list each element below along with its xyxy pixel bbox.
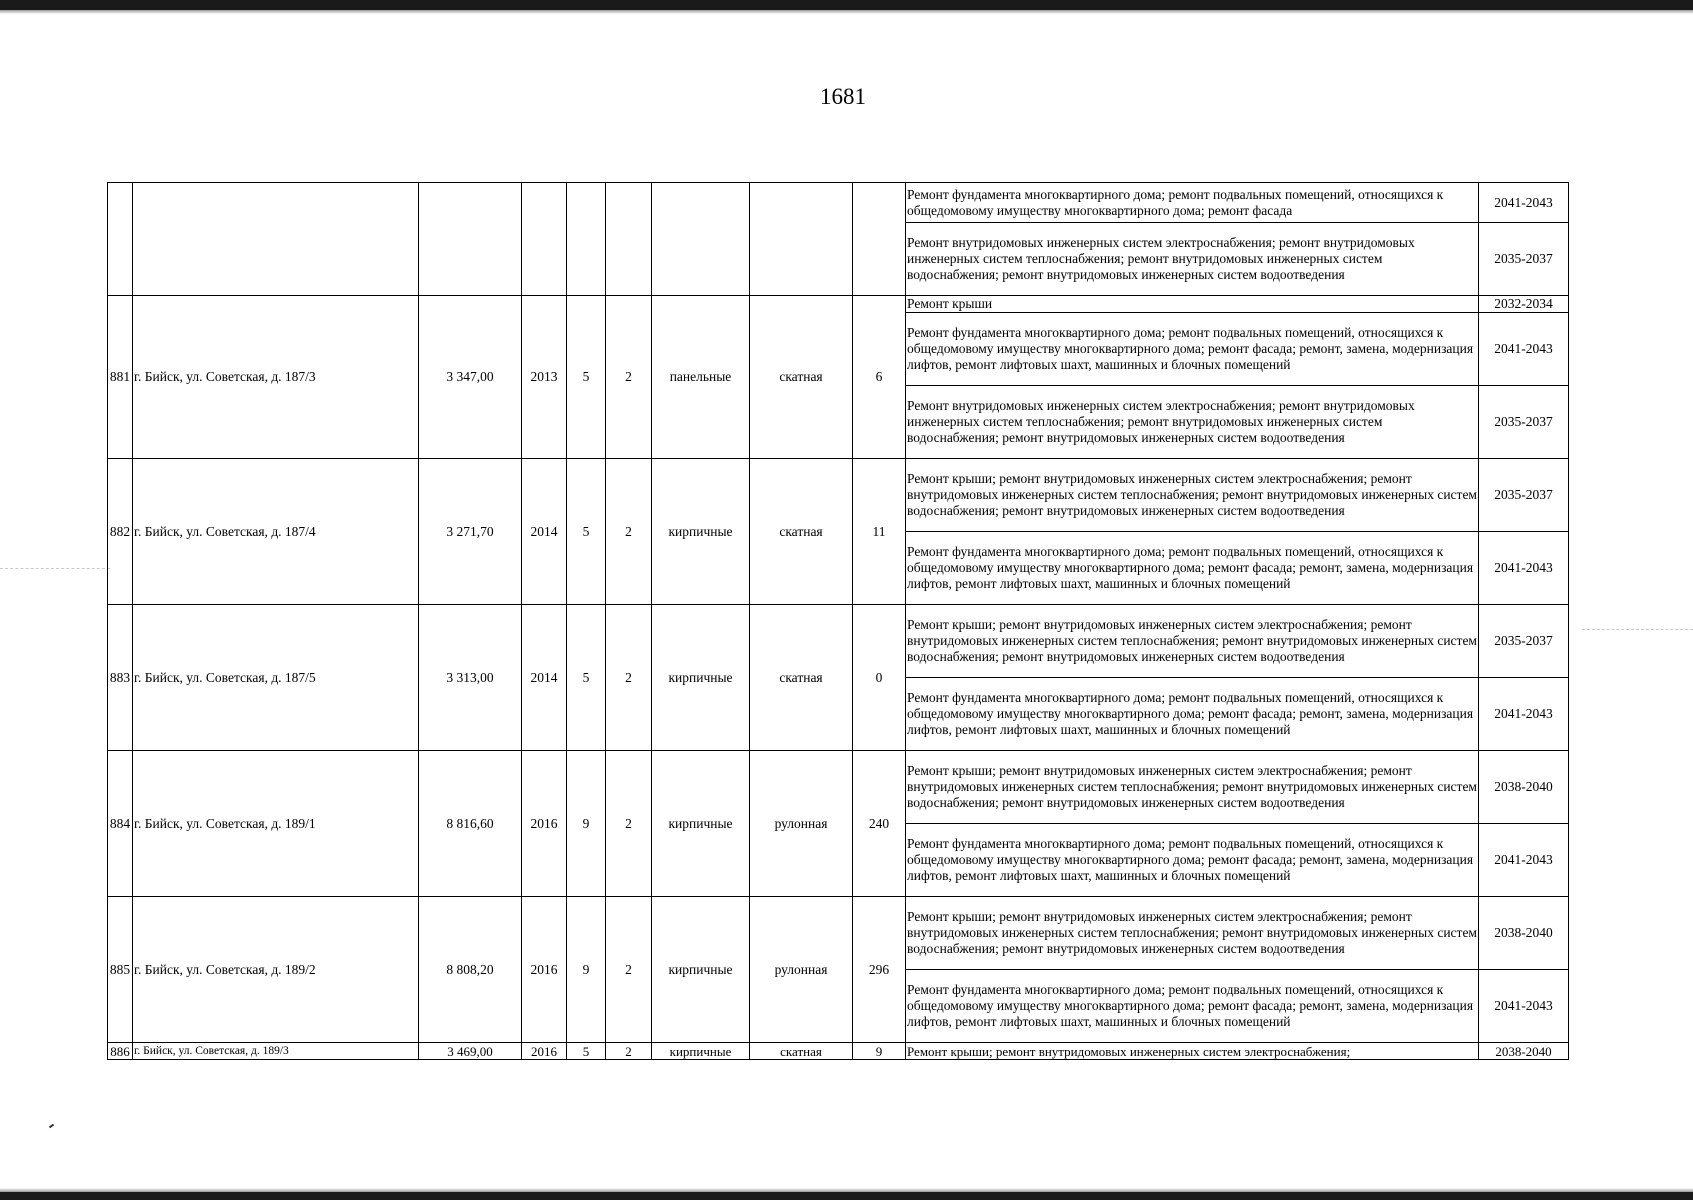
cell-entrances: 2	[606, 459, 652, 605]
cell-year: 2016	[522, 1043, 567, 1060]
cell-entrances: 2	[606, 605, 652, 751]
cell-area: 3 347,00	[419, 296, 522, 459]
cell-work-period: 2041-2043	[1479, 970, 1569, 1043]
cell-house-number: 883	[108, 605, 133, 751]
cell-address: г. Бийск, ул. Советская, д. 189/2	[133, 897, 419, 1043]
cell-year: 2013	[522, 296, 567, 459]
cell-work-period: 2041-2043	[1479, 824, 1569, 897]
scan-border-top	[0, 0, 1693, 10]
cell-wall-material: кирпичные	[652, 1043, 750, 1060]
cell-work-description: Ремонт фундамента многоквартирного дома; ремонт подвальных помещений, относящихся к общедомовому имуществу многоквартирного дома; ремонт фасада; ремонт, замена, модернизация лифтов, ремонт лифтовых шахт, машинных и блочных помещений	[906, 532, 1479, 605]
cell-area: 3 313,00	[419, 605, 522, 751]
cell-house-number: 884	[108, 751, 133, 897]
cell-roof-type: скатная	[750, 296, 853, 459]
cell-work-period: 2035-2037	[1479, 386, 1569, 459]
table-row	[108, 1043, 1569, 1060]
cell-entrances: 2	[606, 751, 652, 897]
cell-wall-material: кирпичные	[652, 751, 750, 897]
cell-work-period: 2035-2037	[1479, 223, 1569, 296]
cell-num-blank	[108, 183, 133, 296]
cell-area: 8 808,20	[419, 897, 522, 1043]
table-row	[108, 183, 1569, 223]
scan-border-bottom	[0, 1192, 1693, 1200]
repair-plan-table	[107, 182, 1569, 1060]
cell-work-description: Ремонт внутридомовых инженерных систем электроснабжения; ремонт внутридомовых инженерных систем теплоснабжения; ремонт внутридомовых инженерных систем водоснабжения; ремонт внутридомовых инженерных систем водоотведения	[906, 386, 1479, 459]
cell-work-period: 2041-2043	[1479, 532, 1569, 605]
cell-work-period: 2038-2040	[1479, 897, 1569, 970]
cell-roof-blank	[750, 183, 853, 296]
table-row	[108, 459, 1569, 532]
cell-entrances-blank	[606, 183, 652, 296]
cell-entrances: 2	[606, 897, 652, 1043]
repair-plan-table-wrap	[107, 182, 1569, 1060]
cell-work-period: 2041-2043	[1479, 313, 1569, 386]
cell-work-period: 2035-2037	[1479, 605, 1569, 678]
cell-house-number: 886	[108, 1043, 133, 1060]
cell-work-description: Ремонт крыши; ремонт внутридомовых инженерных систем электроснабжения; ремонт внутридомовых инженерных систем теплоснабжения; ремонт внутридомовых инженерных систем водоснабжения; ремонт внутридомовых инженерных систем водоотведения	[906, 459, 1479, 532]
repair-plan-body	[108, 183, 1569, 1060]
cell-count: 6	[853, 296, 906, 459]
cell-area: 3 271,70	[419, 459, 522, 605]
cell-work-period: 2041-2043	[1479, 678, 1569, 751]
cell-year-blank	[522, 183, 567, 296]
cell-floors: 5	[567, 1043, 606, 1060]
cell-count: 11	[853, 459, 906, 605]
cell-work-period: 2035-2037	[1479, 459, 1569, 532]
table-row	[108, 605, 1569, 678]
cell-floors: 9	[567, 897, 606, 1043]
cell-count: 0	[853, 605, 906, 751]
cell-work-period: 2032-2034	[1479, 296, 1569, 313]
table-row	[108, 751, 1569, 824]
cell-wall-material: кирпичные	[652, 605, 750, 751]
cell-work-description: Ремонт фундамента многоквартирного дома; ремонт подвальных помещений, относящихся к общедомовому имуществу многоквартирного дома; ремонт фасада	[906, 183, 1479, 223]
cell-entrances: 2	[606, 296, 652, 459]
cell-address: г. Бийск, ул. Советская, д. 187/3	[133, 296, 419, 459]
cell-count: 9	[853, 1043, 906, 1060]
scan-edge-line-left	[0, 568, 110, 569]
cell-area-blank	[419, 183, 522, 296]
cell-roof-type: скатная	[750, 605, 853, 751]
scan-edge-line-right	[1582, 629, 1693, 630]
cell-walls-blank	[652, 183, 750, 296]
cell-work-description: Ремонт крыши; ремонт внутридомовых инженерных систем электроснабжения; ремонт внутридомовых инженерных систем теплоснабжения; ремонт внутридомовых инженерных систем водоснабжения; ремонт внутридомовых инженерных систем водоотведения	[906, 605, 1479, 678]
cell-roof-type: скатная	[750, 1043, 853, 1060]
cell-work-description: Ремонт фундамента многоквартирного дома; ремонт подвальных помещений, относящихся к общедомовому имуществу многоквартирного дома; ремонт фасада; ремонт, замена, модернизация лифтов, ремонт лифтовых шахт, машинных и блочных помещений	[906, 970, 1479, 1043]
cell-address-blank	[133, 183, 419, 296]
cell-roof-type: рулонная	[750, 897, 853, 1043]
cell-address: г. Бийск, ул. Советская, д. 187/5	[133, 605, 419, 751]
cell-roof-type: скатная	[750, 459, 853, 605]
cell-house-number: 881	[108, 296, 133, 459]
page-number: 1681	[820, 84, 866, 109]
cell-house-number: 885	[108, 897, 133, 1043]
cell-house-number: 882	[108, 459, 133, 605]
cell-year: 2016	[522, 897, 567, 1043]
cell-work-period: 2038-2040	[1479, 751, 1569, 824]
cell-work-description: Ремонт крыши; ремонт внутридомовых инженерных систем электроснабжения;	[906, 1043, 1479, 1060]
cell-entrances: 2	[606, 1043, 652, 1060]
cell-work-period: 2038-2040	[1479, 1043, 1569, 1060]
cell-work-description: Ремонт крыши; ремонт внутридомовых инженерных систем электроснабжения; ремонт внутридомовых инженерных систем теплоснабжения; ремонт внутридомовых инженерных систем водоснабжения; ремонт внутридомовых инженерных систем водоотведения	[906, 751, 1479, 824]
cell-area: 3 469,00	[419, 1043, 522, 1060]
cell-year: 2014	[522, 605, 567, 751]
cell-wall-material: панельные	[652, 296, 750, 459]
cell-address: г. Бийск, ул. Советская, д. 187/4	[133, 459, 419, 605]
cell-year: 2016	[522, 751, 567, 897]
cell-floors: 5	[567, 459, 606, 605]
cell-work-period: 2041-2043	[1479, 183, 1569, 223]
cell-count: 240	[853, 751, 906, 897]
cell-roof-type: рулонная	[750, 751, 853, 897]
cell-year: 2014	[522, 459, 567, 605]
cell-floors-blank	[567, 183, 606, 296]
cell-count-blank	[853, 183, 906, 296]
cell-wall-material: кирпичные	[652, 459, 750, 605]
table-row	[108, 897, 1569, 970]
cell-address: г. Бийск, ул. Советская, д. 189/3	[133, 1043, 419, 1060]
cell-wall-material: кирпичные	[652, 897, 750, 1043]
cell-work-description: Ремонт фундамента многоквартирного дома; ремонт подвальных помещений, относящихся к общедомовому имуществу многоквартирного дома; ремонт фасада; ремонт, замена, модернизация лифтов, ремонт лифтовых шахт, машинных и блочных помещений	[906, 313, 1479, 386]
cell-work-description: Ремонт крыши	[906, 296, 1479, 313]
cell-work-description: Ремонт внутридомовых инженерных систем электроснабжения; ремонт внутридомовых инженерных систем теплоснабжения; ремонт внутридомовых инженерных систем водоснабжения; ремонт внутридомовых инженерных систем водоотведения	[906, 223, 1479, 296]
cell-floors: 5	[567, 296, 606, 459]
cell-work-description: Ремонт фундамента многоквартирного дома; ремонт подвальных помещений, относящихся к общедомовому имуществу многоквартирного дома; ремонт фасада; ремонт, замена, модернизация лифтов, ремонт лифтовых шахт, машинных и блочных помещений	[906, 678, 1479, 751]
cell-area: 8 816,60	[419, 751, 522, 897]
cell-count: 296	[853, 897, 906, 1043]
table-row	[108, 296, 1569, 313]
cell-work-description: Ремонт крыши; ремонт внутридомовых инженерных систем электроснабжения; ремонт внутридомовых инженерных систем теплоснабжения; ремонт внутридомовых инженерных систем водоснабжения; ремонт внутридомовых инженерных систем водоотведения	[906, 897, 1479, 970]
cell-address: г. Бийск, ул. Советская, д. 189/1	[133, 751, 419, 897]
cell-floors: 5	[567, 605, 606, 751]
scan-stray-mark	[49, 1124, 54, 1129]
cell-floors: 9	[567, 751, 606, 897]
cell-work-description: Ремонт фундамента многоквартирного дома; ремонт подвальных помещений, относящихся к общедомовому имуществу многоквартирного дома; ремонт фасада; ремонт, замена, модернизация лифтов, ремонт лифтовых шахт, машинных и блочных помещений	[906, 824, 1479, 897]
